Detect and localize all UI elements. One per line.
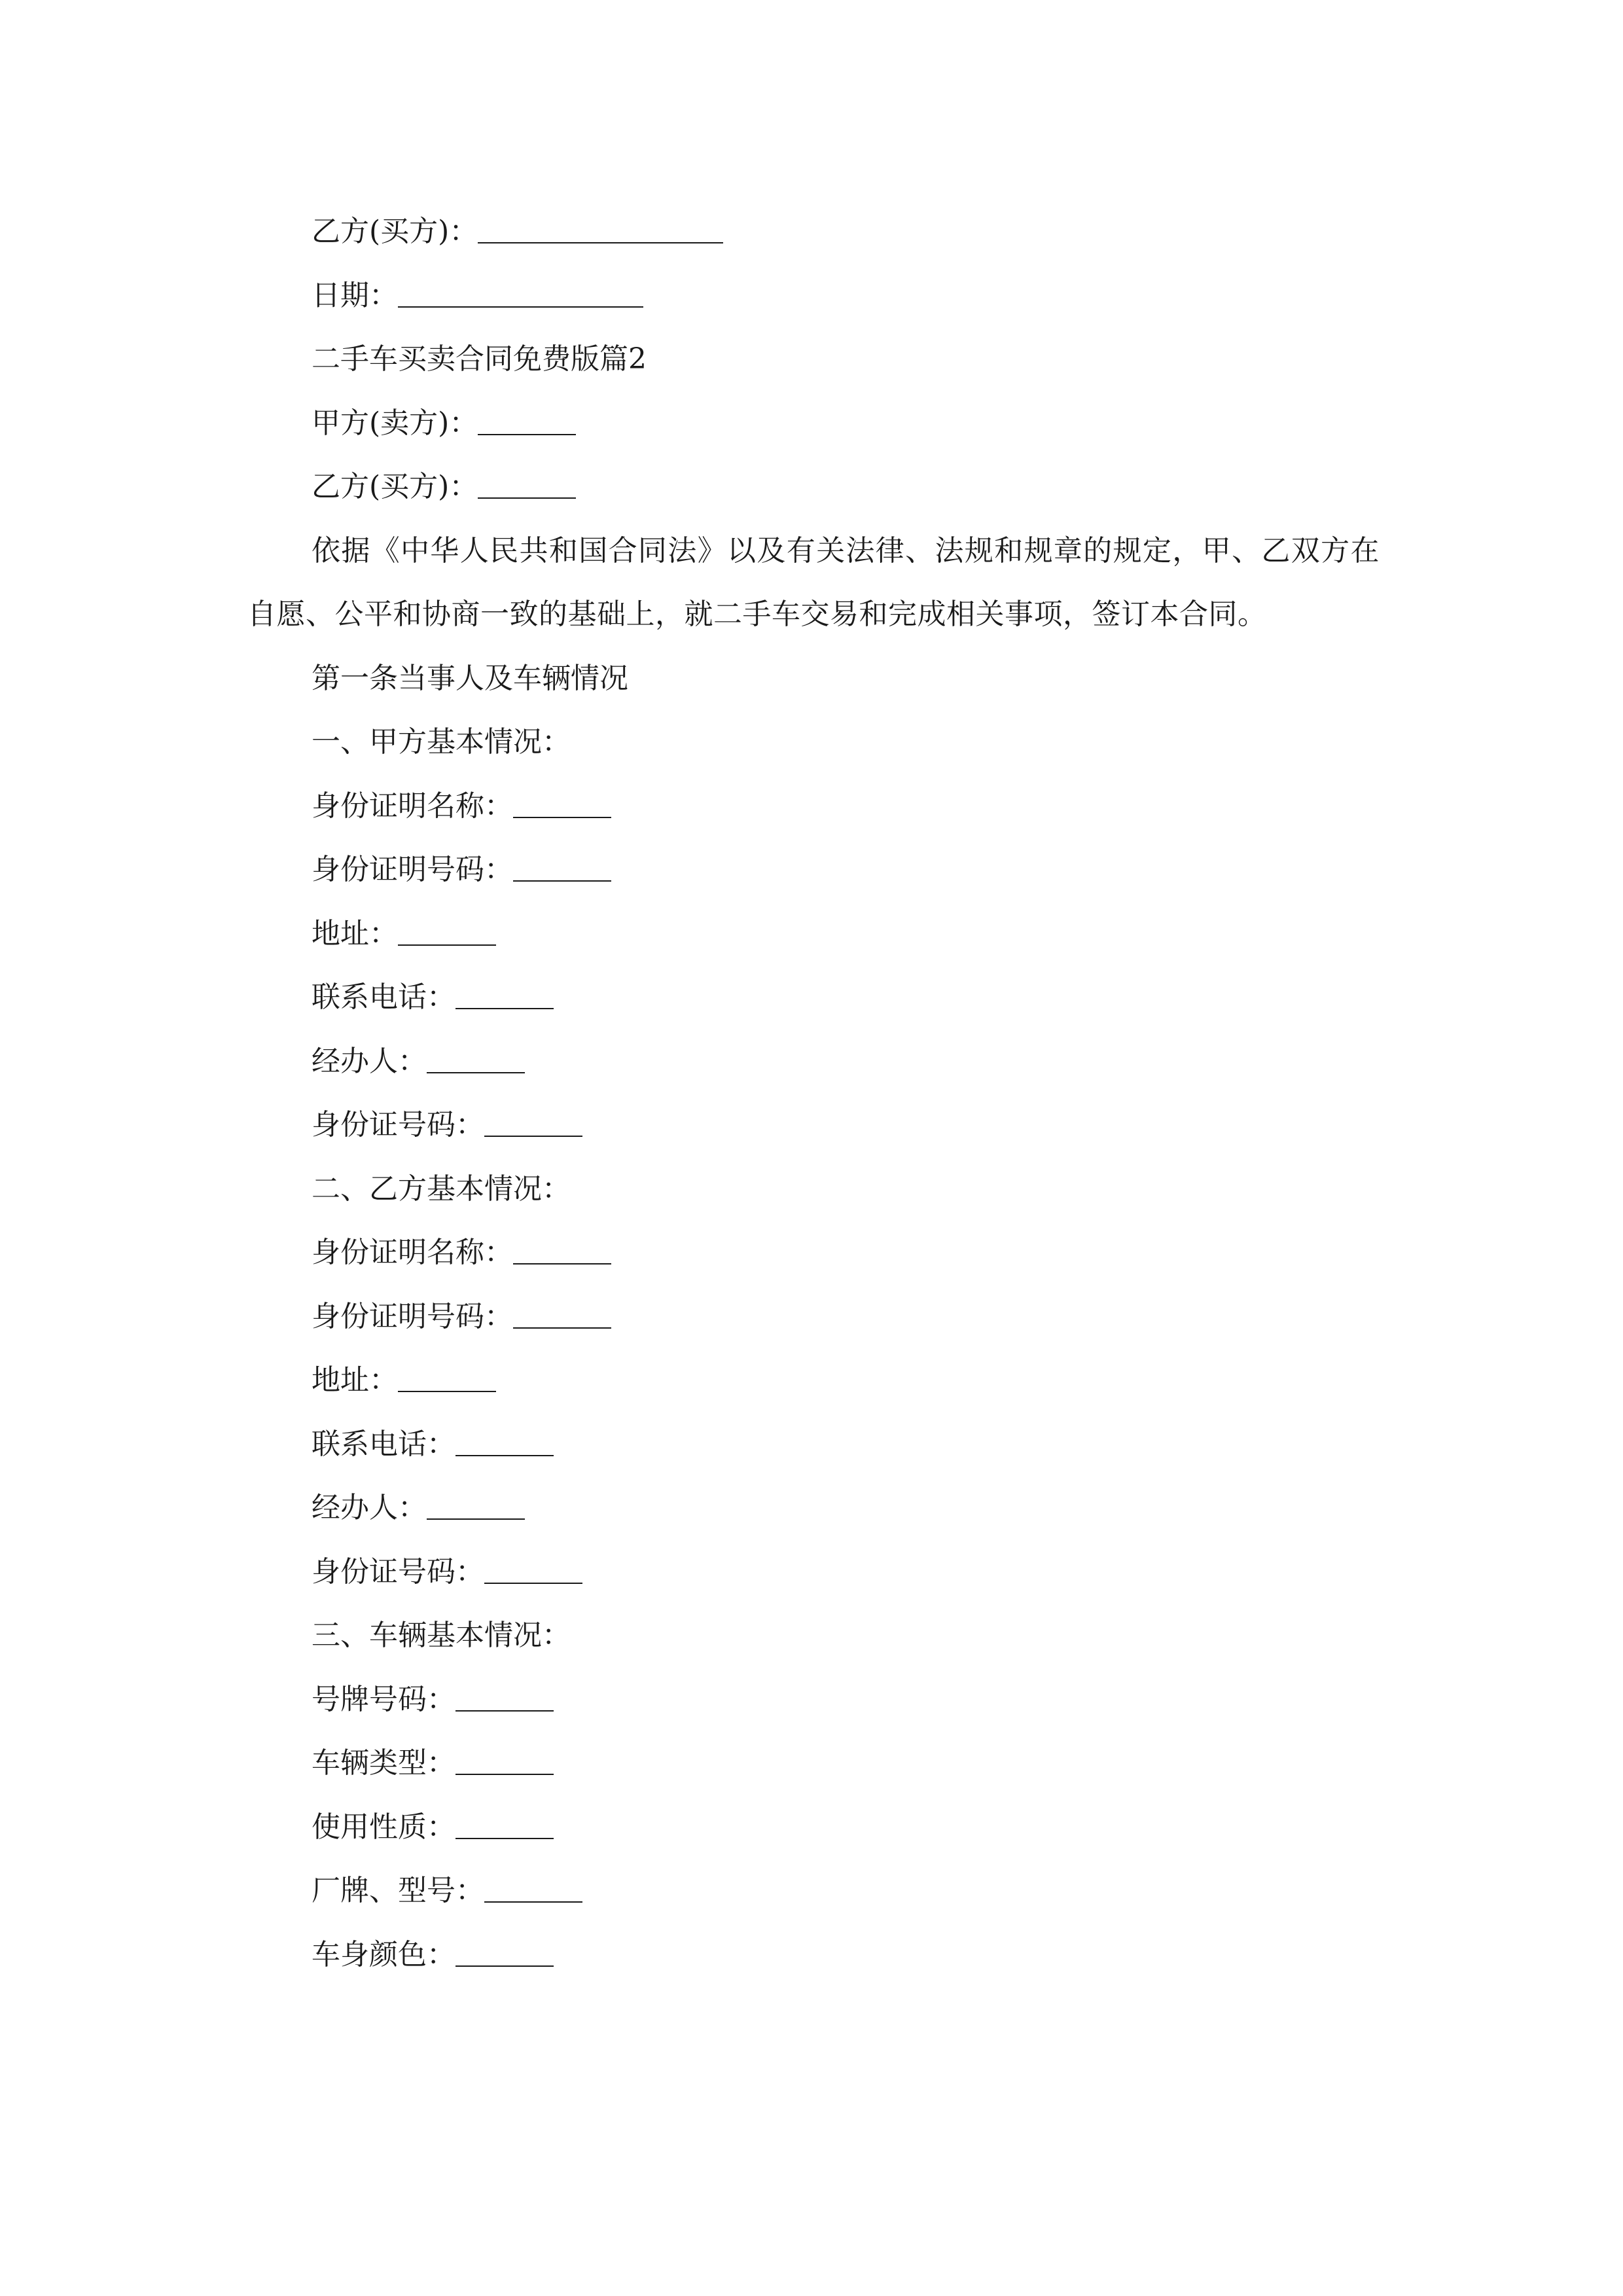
fill-in-blank <box>513 784 611 818</box>
line-label: 使用性质： <box>312 1810 455 1844</box>
fill-in-blank <box>455 975 554 1009</box>
document-line <box>247 1476 1380 1540</box>
line-label: 第一条当事人及车辆情况 <box>312 661 628 695</box>
line-label: 身份证号码： <box>312 1554 484 1588</box>
line-label: 车辆类型： <box>312 1746 455 1780</box>
line-label: 经办人： <box>312 1044 427 1078</box>
document-line <box>247 1093 1380 1157</box>
line-label: 联系电话： <box>312 1427 455 1461</box>
document-line <box>247 1731 1380 1795</box>
document-line <box>247 838 1380 902</box>
line-label: 身份证明名称： <box>312 789 513 823</box>
line-label: 厂牌、型号： <box>312 1874 484 1907</box>
document-line <box>247 1412 1380 1477</box>
document-line <box>247 1030 1380 1094</box>
document-line <box>247 1923 1380 1987</box>
fill-in-blank <box>484 1550 582 1584</box>
line-label: 身份证明名称： <box>312 1236 513 1269</box>
fill-in-blank <box>513 1230 611 1265</box>
document-line <box>247 1859 1380 1923</box>
document-line <box>247 264 1380 328</box>
intro-paragraph: 依据《中华人民共和国合同法》以及有关法律、法规和规章的规定，甲、乙双方在自愿、公平和协商一致的基础上，就二手车交易和完成相关事项，签订本合同。 <box>247 533 1380 631</box>
line-label: 日期： <box>312 278 398 312</box>
document-line <box>247 1348 1380 1412</box>
document-line <box>247 647 1380 711</box>
line-label: 甲方(卖方)： <box>312 406 478 440</box>
fill-in-blank <box>455 1422 554 1456</box>
fill-in-blank <box>455 1933 554 1967</box>
line-label: 联系电话： <box>312 980 455 1014</box>
fill-in-blank <box>398 1358 496 1392</box>
fill-in-blank <box>427 1486 525 1520</box>
fill-in-blank <box>398 912 496 946</box>
line-label: 号牌号码： <box>312 1682 455 1716</box>
document-line <box>247 1221 1380 1285</box>
line-label: 乙方(买方)： <box>312 215 478 248</box>
document-line <box>247 965 1380 1030</box>
line-label: 一、甲方基本情况： <box>312 725 571 759</box>
fill-in-blank <box>513 848 611 882</box>
line-label: 三、车辆基本情况： <box>312 1619 571 1652</box>
line-label: 二手车买卖合同免费版篇2 <box>312 342 647 376</box>
document-line <box>247 391 1380 456</box>
document-line <box>247 327 1380 391</box>
fill-in-blank <box>478 465 576 499</box>
bottom-lines <box>247 647 1380 1987</box>
fill-in-blank <box>455 1805 554 1839</box>
top-lines <box>247 200 1380 519</box>
fill-in-blank <box>427 1039 525 1073</box>
fill-in-blank <box>484 1103 582 1137</box>
fill-in-blank <box>478 209 723 243</box>
line-label: 车身颜色： <box>312 1937 455 1971</box>
line-label: 地址： <box>312 1363 398 1397</box>
line-label: 身份证明号码： <box>312 853 513 886</box>
document-line <box>247 1540 1380 1604</box>
document-line <box>247 1157 1380 1221</box>
line-label: 身份证号码： <box>312 1108 484 1141</box>
document-line <box>247 1795 1380 1859</box>
fill-in-blank <box>455 1677 554 1712</box>
document-line <box>247 1285 1380 1349</box>
document-line <box>247 455 1380 519</box>
document-line <box>247 902 1380 966</box>
fill-in-blank <box>513 1295 611 1329</box>
fill-in-blank <box>398 274 643 308</box>
line-label: 乙方(买方)： <box>312 470 478 503</box>
line-label: 二、乙方基本情况： <box>312 1172 571 1206</box>
line-label: 地址： <box>312 916 398 950</box>
document-line <box>247 710 1380 774</box>
document-line <box>247 1604 1380 1668</box>
document-line <box>247 1668 1380 1732</box>
document-line <box>247 200 1380 264</box>
document-content <box>247 200 1380 1986</box>
fill-in-blank <box>455 1741 554 1775</box>
fill-in-blank <box>478 401 576 435</box>
document-line <box>247 774 1380 838</box>
fill-in-blank <box>484 1869 582 1903</box>
line-label: 经办人： <box>312 1491 427 1524</box>
line-label: 身份证明号码： <box>312 1299 513 1333</box>
